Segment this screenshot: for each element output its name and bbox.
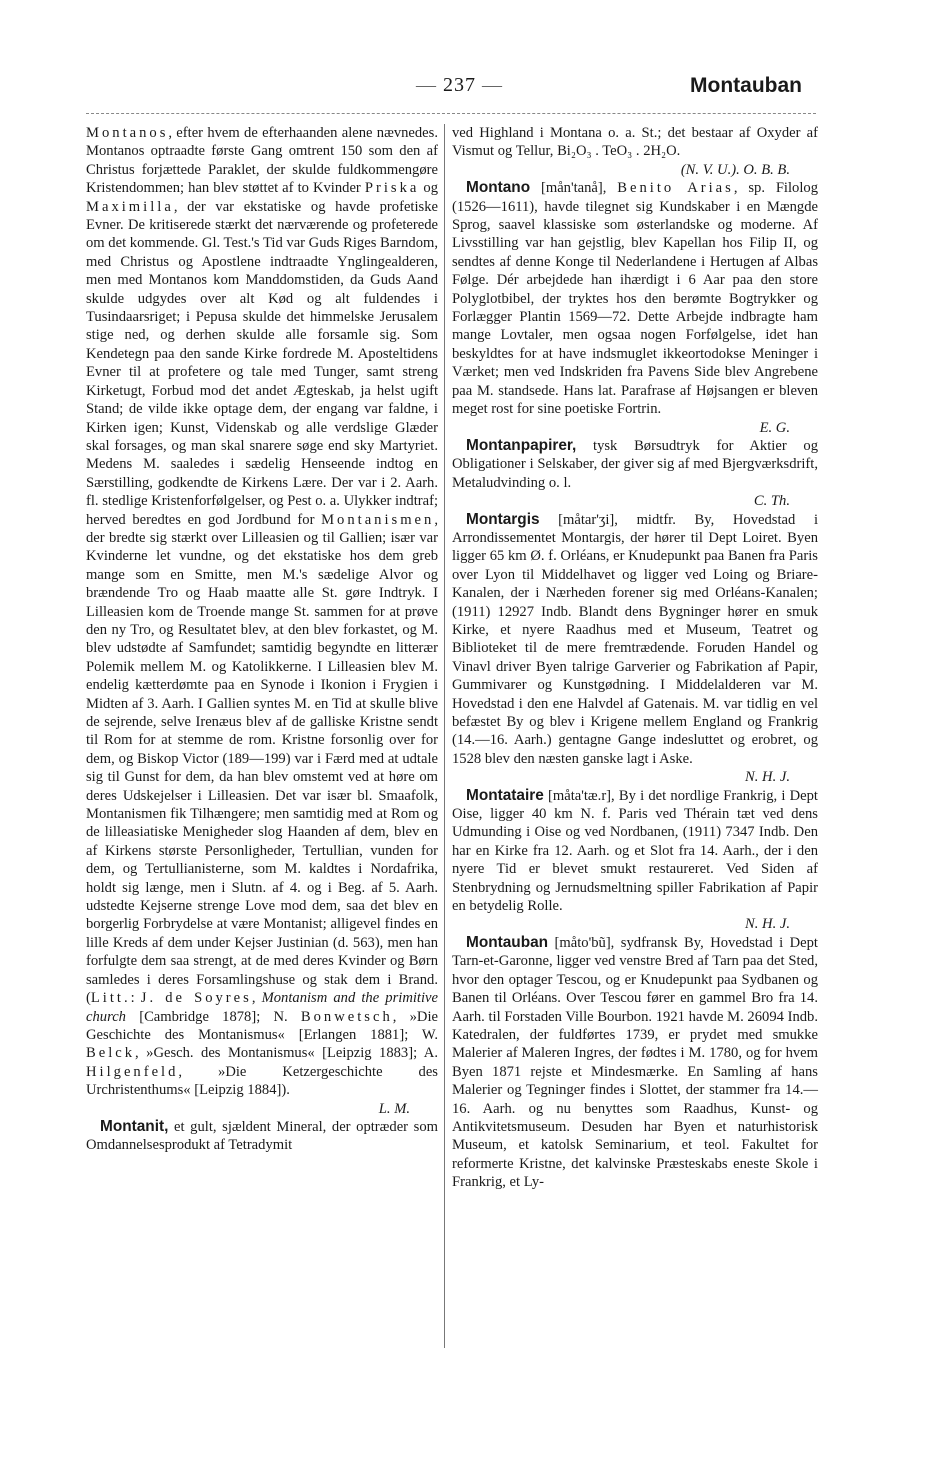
author-soyres: J. de Soyres (140, 990, 252, 1007)
page-number: — 237 — (416, 74, 503, 97)
author-bonwetsch: Bonwetsch (300, 1008, 393, 1025)
term-montanismen: Montanismen (321, 511, 435, 528)
entry-montauban: Montauban [måto'bũ], sydfransk By, Hovedstad i Dept Tarn-et-Garonne, ligger ved venstre Bred af Tarn paa det Sted, hvor den optager Tescou, og er Knudepunkt paa Sydbanen og Banen til Orléans. Over Tescou fører en gammel Bro fra 14. Aarh. til Forstaden Ville Bourbon. 1921 havde M. 26094 Indb. Katedralen, der fuldførtes 1739, er prydet med smukke Malerier af Maleren Ingres, der fødtes i M. 1780, og for hvem Byen 1871 rejste et Mindesmærke. En Samling af hans Malerier og Tegninger findes i Slottet, der stammer fra 14.—16. Aarh. og nu benyttes som Raadhus, Kunst- og Antikvitetsmuseum. Desuden har Byen et naturhistorisk Museum, et katolsk Seminarium, et teol. Fakultet for reformerte Kristne, det kalvinske Præsteskabs eneste Skole i Frankrig, et Ly- (452, 933, 818, 1191)
name-montanos: Montanos (86, 125, 169, 141)
entry-montanpapirer: Montanpapirer, tysk Børsudtryk for Aktier og Obligationer i Selskaber, der giver sig af med Bjergværksdrift, Metaludvinding o. l. C. Th. (452, 436, 818, 510)
signature: N. H. J. (745, 916, 790, 933)
author-hilgenfeld: Hilgenfeld (86, 1063, 179, 1080)
name-maximilla: Maximilla (86, 198, 174, 215)
headword-montanit: Montanit, (100, 1117, 169, 1135)
entry-montano: Montano [mån'tanå], Benito Arias, sp. Filolog (1526—1611), havde tilegnet sig Kundskaber i en Mængde Sprog, saavel klassiske som østerlandske og moderne. Af Livsstilling var han gejstlig, blev Kapellan hos Filip II, og sendtes af denne Konge til Nederlandene i Hertugen af Albas Følge. Dér arbejdede han ihærdigt i 6 Aar paa den store Polyglotbibel, der tryktes hos den berømte Bogtrykker og Forlægger Plantin 1569—72. Dette Arbejde indbragte ham mange Lovtaler, men ogsaa nogen Forfølgelse, idet han beskyldtes for at have indsmuglet ikkeortodokse Meninger i Værket; men ved Indskriden fra Pavens Side blev Angrebene paa M. standsede. Hans lat. Parafrase af Højsangen er bleven meget rost for sine poetiske Fortrin. E. G. (452, 179, 818, 436)
left-column (86, 124, 438, 1155)
entry-montataire: Montataire [måta'tæ.r], By i det nordlige Frankrig, i Dept Oise, ligger 40 km N. f. Paris ved Thérain tæt ved dens Udmunding i Oise og ved Nordbanen, (1911) 7347 Indb. Den har en Kirke fra 12. Aarh. og et Slot fra 14. Aarh., der i den nyere Tid er blevet smukt restaureret. Ved Siden af Stenbrydning og Jernudsmeltning spiller Fabrikation af Papir en betydelig Rolle. N. H. J. (452, 786, 818, 933)
page-header (86, 72, 816, 108)
title-soyres: Montanism and the primitive church (86, 990, 438, 1025)
headword-montauban: Montauban (466, 933, 549, 951)
signature: E. G. (759, 419, 790, 436)
headword-montanpapirer: Montanpapirer, (466, 436, 577, 454)
name-priska: Priska (364, 180, 420, 197)
header-rule (86, 113, 816, 114)
headword-montano: Montano (466, 179, 531, 197)
author-belck: Belck (86, 1045, 136, 1062)
entry-montargis: Montargis [måtar'ʒi], midtfr. By, Hovedstad i Arrondissementet Montargis, der hører til Dept Loiret. Byen ligger 65 km Ø. f. Orléans, er Knudepunkt paa Banen fra Paris over Lyon til Middelhavet og ligger ved Loing og Briare-Kanalen, der i Nærheden forener sig med Orléans-Kanalen; (1911) 12927 Indb. Blandt dens Bygninger hører en smuk Kirke, et nyere Raadhus med et Museum, Teatret og Biblioteket til de mere fremtrædende. Foruden Handel og Vinavl driver Byen talrige Garverier og Fabrikation af Papir, Gummivarer og Kunstgødning. I Middelalderen var M. Hovedstad i den ene Halvdel af Gatenais. M. var tidlig en vel befæstet By og blev i Krigene mellem England og Frankrig (14.—16. Aarh.) gentagne Gange indesluttet og erobret, og 1528 blev den næsten ganske lagt i Aske. N. H. J. (452, 510, 818, 786)
signature: N. H. J. (745, 769, 790, 786)
headword-montataire: Montataire (466, 786, 544, 804)
entry-montanit-continued: ved Highland i Montana o. a. St.; det bestaar af Oxyder af Vismut og Tellur, Bi₂O₃ . TeO₃ . 2H₂O. (N. V. U.). O. B. B. (452, 125, 818, 178)
column-divider (444, 124, 445, 1348)
signature: L. M. (378, 1100, 410, 1117)
entry-montanit: Montanit, et gult, sjældent Mineral, der optræder som Omdannelsesprodukt af Tetradymit (86, 1117, 438, 1154)
headword-montargis: Montargis (466, 510, 540, 528)
litt-label: Litt. (90, 990, 131, 1007)
signature: C. Th. (753, 493, 790, 510)
right-column (452, 124, 818, 1192)
signature: (N. V. U.). O. B. B. (680, 161, 790, 178)
entry-montanismus-continued: Montanos, efter hvem de efterhaanden alene nævnedes. Montanos optraadte første Gang omtrent 150 som den af Christus forjættede Paraklet, der skulde fuldkommengøre Kristendommen; han blev støttet af to Kvinder Priska og Maximilla, der var ekstatiske og havde profetiske Evner. De kritiserede stærkt det nærværende og profeterede om det kommende. Gl. Test.'s Tid var Guds Riges Barndom, med Christus og Apostlene indtraadte Ynglingealderen, men med Montanos kom Manddomstiden, da Guds Aand skulde udgydes over alt Kød og alt fuldendes i Tusindaarsriget; i Pepusa skulde det himmelske Jerusalem stige ned, og derhen skulde alle forsamle sig. Som Kendetegn paa den sande Kirke fordrede M. Aposteltidens Evner til at profetere og tale med Tunger, samt streng Kirketugt, Forbud mod det andet Ægteskab, ja helst ugift Stand; de vilde ikke optage dem, der engang var faldne, i Kirken igen; Kunst, Videnskab og alle verdslige Glæder skal forsages, og man skal snarere søge end sky Martyriet. Medens M. saaledes i sædelig Henseende indtog en Særstilling, godkendte de Kirkens Lære. Der var i 2. Aarh. fl. stedlige Kristenforfølgelser, og Pest o. a. Ulykker indtraf; herved beredtes en god Jordbund for Montanismen, der bredte sig stærkt over Lilleasien og til Gallien; især var Kvinderne let vundne, og det ekstatiske hos dem greb mange som en Smitte, men M.'s sædelige Alvor og brændende Tro og Haab maatte alle St. gøre Indtryk. I Lilleasien kom de Troende mange St. sammen for at prøve den ny Tro, og Resultatet blev, at den blev forkastet, og M. blev udstødte af Samfundet; samtidig begyndte en litterær Polemik mellem M. og Katolikkerne. I Lilleasien blev M. endelig kætterdømte paa en Synode i Ikonion i Frygien i Midten af 3. Aarh. I Gallien syntes M. en Tid at skulle blive de sejrende, selve Irenæus blev af de galliske Kristne sendt til Rom for at stemme de rom. Kristne forsonlig over for dem, og Biskop Victor (189—199) var i Færd med at udtale sig til Gunst for dem, da han blev omstemt ved at høre om deres Udskejelser i Lilleasien. Det var især bl. Smaafolk, Montanismen fik Tilhængere; men samtidig med at Rom og de lilleasiatiske Menigheder slog Haanden af dem, blev en af Kirkens største Personligheder, Tertullian, vunden for dem, og Tertullianisterne, som M. kaldtes i Nordafrika, holdt sig længe, men i Slutn. af 4. og i Beg. af 5. Aarh. udstedte Kejserne strenge Love mod dem, saa det blev en borgerlig Forbrydelse at være Montanist; alligevel findes en lille Kreds af dem under Kejser Justinian (d. 563), men han forfulgte dem saa strengt, at de med deres Kvinder og Børn samledes i deres Forsamlingshuse og stak dem i Brand. (Litt.: J. de Soyres, Montanism and the primitive church [Cambridge 1878]; N. Bonwetsch, »Die Geschichte des Montanismus« [Erlangen 1881]; W. Belck, »Gesch. des Montanismus« [Leipzig 1883]; A. Hilgenfeld, »Die Ketzergeschichte des Urchristenthums« [Leipzig 1884]). L. M. (86, 125, 439, 1117)
running-head: Montauban (690, 74, 802, 97)
name-benito-arias: Benito Arias (617, 180, 734, 197)
